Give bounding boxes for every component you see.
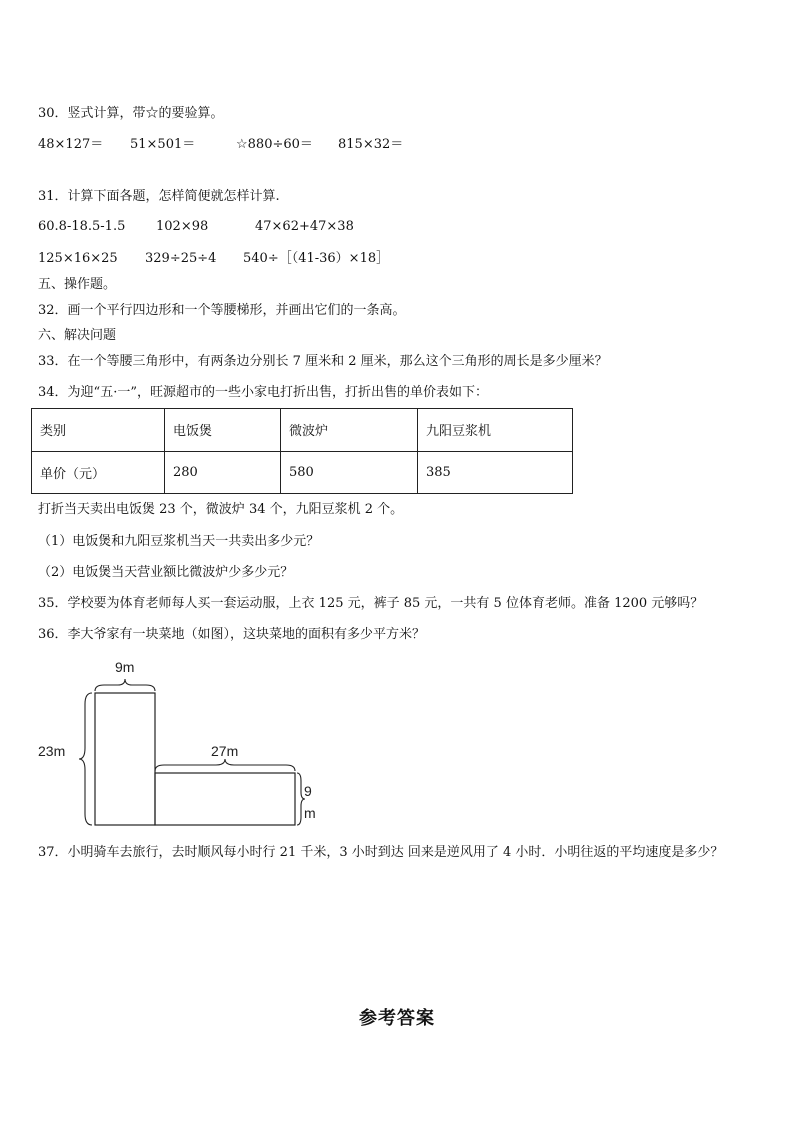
price-table	[31, 408, 573, 494]
q34-sold-text: 打折当天卖出电饭煲 23 个，微波炉 34 个，九阳豆浆机 2 个。	[38, 502, 404, 517]
left-height-label: 23m	[38, 743, 66, 759]
q34-title: 34．为迎“五·一”，旺源超市的一些小家电打折出售，打折出售的单价表如下：	[38, 385, 488, 400]
q30-item-3: ☆880÷60＝	[236, 137, 313, 152]
q33-text: 33．在一个等腰三角形中，有两条边分别长 7 厘米和 2 厘米，那么这个三角形的周长是多少厘米？	[38, 354, 608, 369]
price-table-cell: 580	[281, 451, 418, 494]
q31-row1-item-1: 60.8-18.5-1.5	[38, 219, 126, 234]
q36-title: 36．李大爷家有一块菜地（如图），这块菜地的面积有多少平方米？	[38, 627, 426, 642]
price-table-header-cell: 九阳豆浆机	[418, 409, 573, 452]
q32-text: 32．画一个平行四边形和一个等腰梯形，并画出它们的一条高。	[38, 303, 406, 318]
q31-row1-item-3: 47×62+47×38	[255, 219, 354, 234]
top-width-brace	[95, 679, 155, 691]
q34-sub-question-2: （2）电饭煲当天营业额比微波炉少多少元？	[38, 565, 294, 580]
q30-item-4: 815×32＝	[338, 137, 404, 152]
q30-title: 30．竖式计算，带☆的要验算。	[38, 106, 224, 121]
right-height-label: 9	[304, 783, 312, 799]
price-table-cell: 280	[165, 451, 281, 494]
right-height-unit: m	[304, 805, 316, 821]
q30-item-1: 48×127＝	[38, 137, 104, 152]
right-width-brace	[155, 759, 295, 771]
q31-row2-item-2: 329÷25÷4	[145, 251, 217, 266]
section-6-heading: 六、解决问题	[38, 328, 117, 343]
vegetable-plot-figure	[30, 652, 330, 832]
q34-sub-question-1: （1）电饭煲和九阳豆浆机当天一共卖出多少元？	[38, 534, 320, 549]
right-width-label: 27m	[211, 743, 239, 759]
price-table-header-cell: 电饭煲	[165, 409, 281, 452]
q37-text: 37．小明骑车去旅行，去时顺风每小时行 21 千米，3 小时到达 回来是逆风用了 4 小时．小明往返的平均速度是多少？	[38, 845, 724, 860]
price-table-header-cell: 类别	[32, 409, 165, 452]
tall-rectangle	[95, 693, 155, 825]
q30-item-2: 51×501＝	[130, 137, 196, 152]
left-height-brace	[79, 693, 92, 825]
price-table-row	[32, 451, 573, 494]
q31-row1-item-2: 102×98	[156, 219, 209, 234]
q35-text: 35．学校要为体育老师每人买一套运动服，上衣 125 元，裤子 85 元，一共有 5 位体育老师。准备 1200 元够吗？	[38, 596, 704, 611]
answer-section-title: 参考答案	[359, 1008, 435, 1029]
q31-row2-item-3: 540÷［（41-36）×18］	[243, 251, 390, 266]
q31-title: 31．计算下面各题，怎样简便就怎样计算.	[38, 189, 280, 204]
price-table-header-cell: 微波炉	[281, 409, 418, 452]
price-table-cell: 单价（元）	[32, 451, 165, 494]
wide-rectangle	[155, 773, 295, 825]
top-width-label: 9m	[115, 659, 135, 675]
price-table-cell: 385	[418, 451, 573, 494]
price-table-header-row	[32, 409, 573, 452]
q31-row2-item-1: 125×16×25	[38, 251, 118, 266]
section-5-heading: 五、操作题。	[38, 277, 117, 292]
